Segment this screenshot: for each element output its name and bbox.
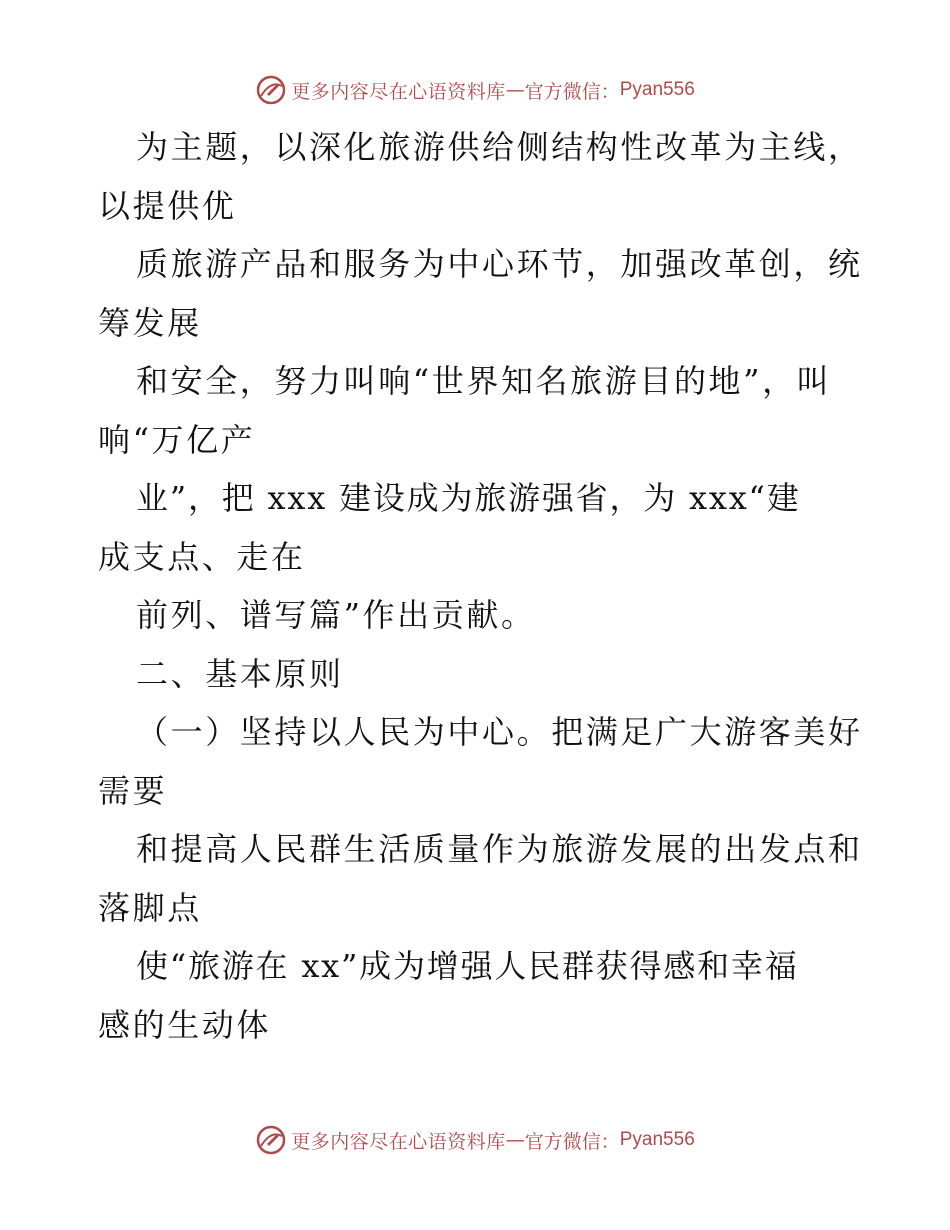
body-line: 感的生动体 (98, 1005, 272, 1044)
watermark-text: 更多内容尽在心语资料库 (291, 80, 506, 103)
body-line: 筹发展 (98, 303, 202, 342)
header-watermark (0, 70, 950, 110)
body-line: 业”，把 xxx 建设成为旅游强省，为 xxx“建 (136, 479, 801, 517)
body-line: 和安全，努力叫响“世界知名旅游目的地”，叫 (136, 362, 832, 400)
body-line: 需要 (98, 771, 168, 810)
watermark-wechat-id: Pyan556 (619, 79, 695, 100)
watermark-official: 官方微信： (524, 1130, 620, 1153)
body-line: （一）坚持以人民为中心。把满足广大游客美好 (136, 713, 863, 751)
watermark-wechat-id: Pyan556 (619, 1129, 695, 1150)
section-heading: 二、基本原则 (136, 654, 344, 693)
body-line: 落脚点 (98, 888, 202, 927)
pen-logo-icon (255, 1124, 287, 1156)
body-line: 使“旅游在 xx”成为增强人民群获得感和幸福 (136, 947, 799, 985)
watermark-separator: — (505, 79, 525, 101)
body-line: 以提供优 (98, 186, 237, 225)
body-line: 响“万亿产 (98, 420, 256, 459)
body-line: 前列、谱写篇”作出贡献。 (136, 596, 536, 634)
pen-logo-icon (255, 74, 287, 106)
watermark-separator: — (505, 1129, 525, 1151)
watermark-official: 官方微信： (524, 80, 620, 103)
body-line: 和提高人民群生活质量作为旅游发展的出发点和 (136, 830, 863, 868)
footer-watermark (0, 1120, 950, 1160)
body-line: 为主题，以深化旅游供给侧结构性改革为主线， (136, 128, 863, 166)
body-line: 质旅游产品和服务为中心环节，加强改革创，统 (136, 245, 863, 283)
watermark-text: 更多内容尽在心语资料库 (291, 1130, 506, 1153)
body-line: 成支点、走在 (98, 537, 306, 576)
document-body (98, 118, 863, 1054)
